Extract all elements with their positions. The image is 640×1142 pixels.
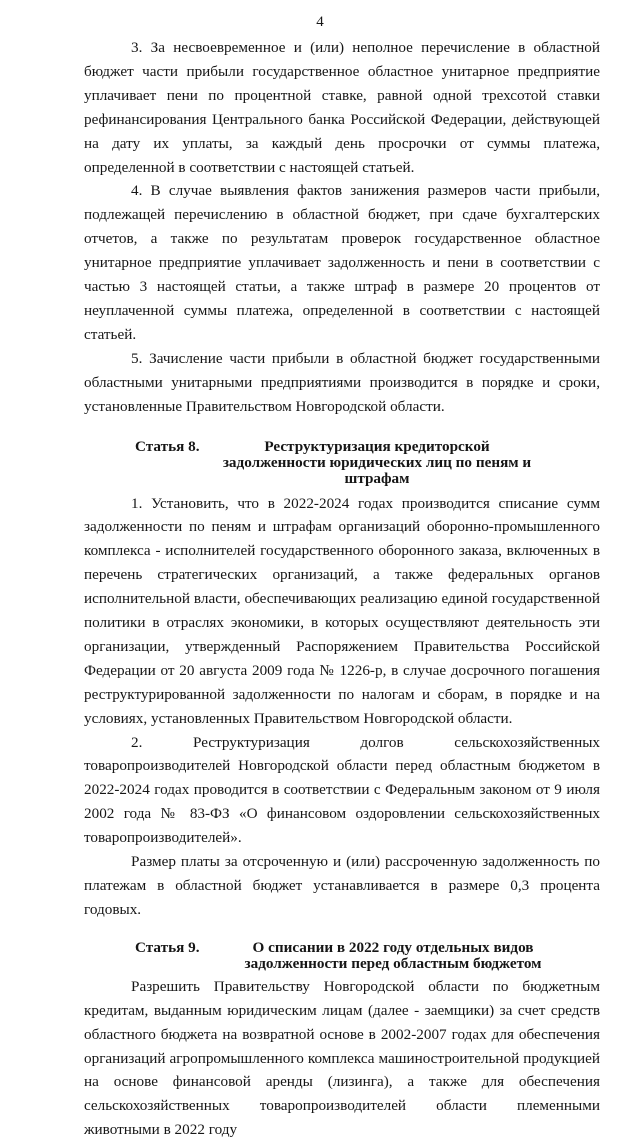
article-8-number: Статья 8.: [135, 437, 200, 455]
article-8-title: Реструктуризация кредиторской задолженности юридических лиц по пеням и штрафам: [222, 437, 532, 487]
article-9-heading: [84, 940, 600, 972]
article-9-title: О списании в 2022 году отдельных видов задолженности перед областным бюджетом: [244, 938, 542, 972]
article-8-paragraph-3: Размер платы за отсроченную и (или) рассроченную задолженность по платежам в областной бюджет устанавливается в размере 0,3 процента годовых.: [84, 853, 600, 918]
article-9-number: Статья 9.: [135, 938, 200, 956]
page-number: 4: [316, 14, 324, 30]
article-8-heading: [84, 439, 600, 487]
paragraph-part-5: 5. Зачисление части прибыли в областной бюджет государственными областными унитарными предприятиями производится в порядке и сроки, установленные Правительством Новгородской области.: [84, 349, 600, 415]
paragraph-part-4: 4. В случае выявления фактов занижения размеров части прибыли, подлежащей перечислению в областной бюджет, при сдаче бухгалтерских отчетов, а также по результатам проверок государственное областное унитарное предприятие уплачивает задолженность и пени в соответствии с частью 3 настоящей статьи, а также штраф в размере 20 процентов от неуплаченной суммы платежа, определенной в соответствии с настоящей статьей.: [84, 182, 600, 343]
document-body: [84, 36, 600, 1142]
article-9-paragraph-1: Разрешить Правительству Новгородской области по бюджетным кредитам, выданным юридическим лицам (далее - заемщики) за счет средств областного бюджета на возвратной основе в 2002-2007 годах для обеспечения организаций агропромышленного комплекса машиностроительной продукцией на основе финансовой аренды (лизинга), а также для обеспечения сельскохозяйственных товаропроизводителей области племенными животными в 2022 году: [84, 977, 600, 1139]
article-8-paragraph-1: 1. Установить, что в 2022-2024 годах производится списание сумм задолженности по пеням и штрафам организаций оборонно-промышленного комплекса - исполнителей государственного оборонного заказа, включенных в перечень стратегических организаций, а также федеральных органов исполнительной власти, обеспечивающих реализацию единой государственной политики в отраслях экономики, в которых осуществляют деятельность эти организации, утвержденный Распоряжением Правительства Российской Федерации от 20 августа 2009 года № 1226-р, в случае досрочного погашения реструктурированной задолженности по налогам и сборам, в порядке и на условиях, установленных Правительством Новгородской области.: [84, 494, 600, 727]
paragraph-part-3: 3. За несвоевременное и (или) неполное перечисление в областной бюджет части прибыли государственное областное унитарное предприятие уплачивает пени по процентной ставке, равной одной трехсотой ставки рефинансирования Центрального банка Российской Федерации, действующей на дату их уплаты, за каждый день просрочки от суммы платежа, определенной в соответствии с настоящей статьей.: [84, 39, 600, 176]
article-8-paragraph-2: 2. Реструктуризация долгов сельскохозяйственных товаропроизводителей Новгородской области перед областным бюджетом в 2022-2024 годах проводится в соответствии с Федеральным законом от 9 июля 2002 года № 83-ФЗ «О финансовом оздоровлении сельскохозяйственных товаропроизводителей».: [84, 733, 600, 847]
